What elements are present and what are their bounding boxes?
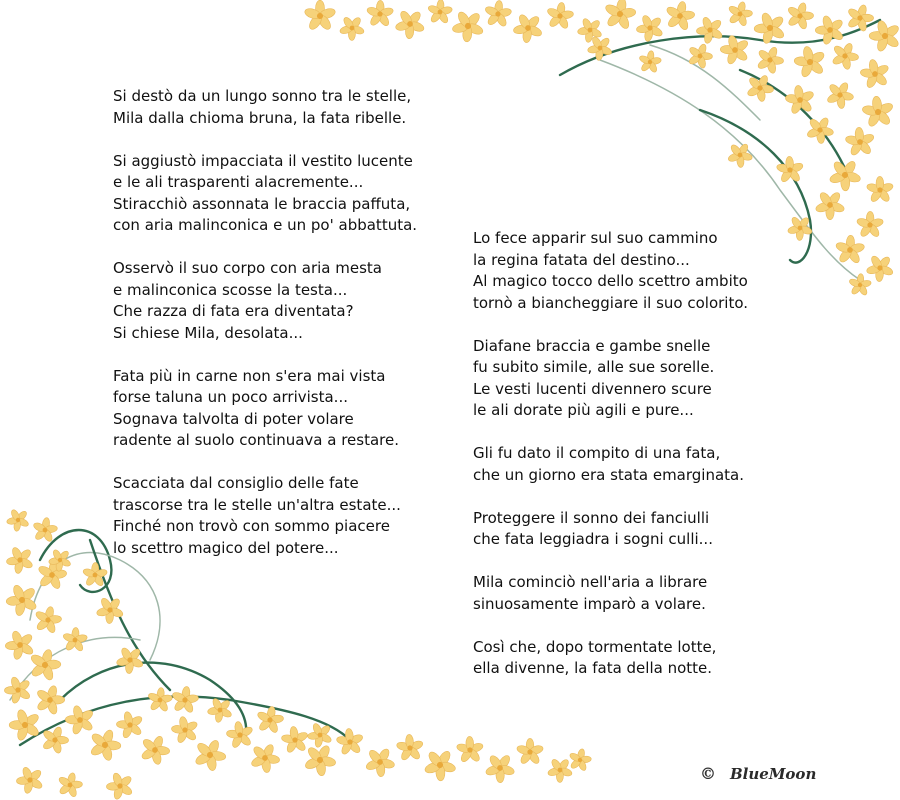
flower-icon <box>783 0 817 33</box>
poem-stanza <box>473 228 793 314</box>
poem-stanza <box>113 151 443 237</box>
poem-stanza <box>113 258 443 344</box>
flower-icon <box>453 732 488 768</box>
flower-icon <box>111 706 149 744</box>
flower-icon <box>2 504 34 536</box>
flower-icon <box>25 645 65 684</box>
flower-icon <box>507 7 549 49</box>
flower-icon <box>146 686 174 713</box>
poem-line: Gli fu dato il compito di una fata, <box>473 444 721 462</box>
flower-icon <box>542 752 577 787</box>
flower-icon <box>31 681 69 718</box>
poem-line: Così che, dopo tormentate lotte, <box>473 637 717 656</box>
flower-icon <box>189 734 232 776</box>
poem-line: Che razza di fata era diventata? <box>113 302 354 320</box>
poem-line: che un giorno era stata emarginata. <box>473 465 745 484</box>
flower-icon <box>60 699 101 741</box>
flower-icon <box>0 671 37 710</box>
flower-icon <box>298 738 342 781</box>
flower-icon <box>601 0 639 32</box>
flower-icon <box>91 591 130 630</box>
flower-icon <box>856 211 885 238</box>
poem-right-column <box>473 228 793 701</box>
flower-icon <box>801 111 839 148</box>
flower-icon <box>418 743 463 787</box>
flower-icon <box>332 724 368 761</box>
poem-line: Fata più in carne non s'era mai vista <box>113 366 386 385</box>
poem-stanza <box>473 336 793 422</box>
flower-icon <box>82 562 109 587</box>
poem-line: Al magico tocco dello scettro ambito <box>473 272 748 290</box>
flower-icon <box>847 273 872 297</box>
flower-icon <box>389 3 431 45</box>
copyright-symbol: © <box>700 764 716 783</box>
flower-icon <box>44 544 76 576</box>
poem-line: ella divenne, la fata della notte. <box>473 659 713 677</box>
flower-icon <box>861 249 900 288</box>
flower-icon <box>723 138 758 173</box>
flower-icon <box>566 747 594 774</box>
flower-icon <box>483 0 514 29</box>
flower-icon <box>222 716 259 753</box>
flower-icon <box>334 10 369 45</box>
flower-icon <box>637 49 663 74</box>
flower-icon <box>365 0 394 28</box>
poem-line: Mila dalla chioma bruna, la fata ribelle. <box>113 108 407 127</box>
poem-line: e le ali trasparenti alacremente... <box>113 173 364 191</box>
poem-line: con aria malinconica e un po' abbattuta. <box>113 216 418 234</box>
flower-icon <box>773 152 808 188</box>
poem-line: Stiracchiò assonnata le braccia paffuta, <box>113 194 411 213</box>
flower-icon <box>479 747 521 788</box>
flower-icon <box>725 0 756 29</box>
poem-stanza <box>113 473 443 559</box>
poem-line: trascorse tra le stelle un'altra estate... <box>113 495 401 514</box>
poem-stanza <box>473 572 793 615</box>
flower-icon <box>715 29 756 70</box>
flower-icon <box>61 627 88 653</box>
vine-swirl <box>60 663 246 740</box>
flower-icon <box>11 760 50 799</box>
flower-icon <box>55 770 86 800</box>
flower-icon <box>788 40 832 84</box>
flower-icon <box>34 558 69 592</box>
flower-icon <box>827 38 864 74</box>
poem-stanza <box>473 508 793 551</box>
flower-icon <box>516 738 544 765</box>
flower-icon <box>37 723 72 757</box>
flower-icon <box>254 704 286 735</box>
flower-icon <box>572 12 608 48</box>
poem-line: Osservò il suo corpo con aria mesta <box>113 259 382 277</box>
flower-icon <box>742 70 779 106</box>
flower-icon <box>841 122 880 161</box>
poem-line: tornò a biancheggiare il suo colorito. <box>473 293 749 312</box>
poem-line: che fata leggiadra i sogni culli... <box>473 530 713 548</box>
poem-line: Le vesti lucenti divennero scure <box>473 379 712 398</box>
poem-line: sinuosamente imparò a volare. <box>473 594 706 613</box>
poem-line: la regina fatata del destino... <box>473 250 690 269</box>
flower-icon <box>662 0 698 33</box>
poem-line: forse taluna un poco arrivista... <box>113 388 348 406</box>
poem-stanza <box>113 366 443 452</box>
poem-line: Diafane braccia e gambe snelle <box>473 336 711 355</box>
flower-icon <box>821 76 858 113</box>
poem-stanza <box>113 86 443 129</box>
flower-icon <box>302 717 338 753</box>
author-signature: BlueMoon <box>730 764 817 783</box>
flower-icon <box>111 641 150 680</box>
flower-icon <box>631 8 670 47</box>
flower-icon <box>245 738 285 778</box>
flower-icon <box>855 54 895 95</box>
poem-line: Lo fece apparir sul suo cammino <box>473 229 718 247</box>
flower-icon <box>392 730 427 766</box>
poem-stanza <box>473 443 793 486</box>
flower-icon <box>31 604 64 636</box>
vine-swirl <box>650 45 760 120</box>
flower-icon <box>0 624 41 666</box>
flower-icon <box>101 767 140 800</box>
flower-icon <box>843 1 878 35</box>
flower-icon <box>304 0 337 31</box>
poem-line: Scacciata dal consiglio delle fate <box>113 474 359 492</box>
flower-icon <box>823 153 868 197</box>
flower-icon <box>167 711 204 749</box>
poem-line: fu subito simile, alle sue sorelle. <box>473 358 715 376</box>
poem-line: Si chiese Mila, desolata... <box>113 323 303 342</box>
flower-icon <box>752 42 788 77</box>
flower-icon <box>863 13 900 58</box>
signature <box>700 764 816 783</box>
flower-icon <box>834 235 866 266</box>
flower-icon <box>0 577 45 622</box>
flower-icon <box>202 692 238 728</box>
poem-line: lo scettro magico del potere... <box>113 538 339 557</box>
poem-line: Proteggere il sonno dei fanciulli <box>473 508 710 527</box>
flower-icon <box>426 0 453 25</box>
poem-stanza <box>473 637 793 680</box>
poem-line: Si aggiustò impacciata il vestito lucente <box>113 151 413 170</box>
flower-icon <box>277 721 313 758</box>
vine-swirl <box>740 70 850 180</box>
flower-icon <box>857 90 899 133</box>
poem-line: radente al suolo continuava a restare. <box>113 431 400 449</box>
flower-icon <box>544 1 576 31</box>
poem-line: le ali dorate più agili e pure... <box>473 401 694 419</box>
flower-icon <box>780 80 820 120</box>
flower-icon <box>582 30 618 66</box>
flower-icon <box>84 724 126 765</box>
poem-line: Mila cominciò nell'aria a librare <box>473 573 708 591</box>
flower-icon <box>360 742 401 783</box>
flower-icon <box>809 184 851 225</box>
vine-swirl <box>560 20 880 75</box>
vine-swirl <box>40 530 111 592</box>
poem-line: e malinconica scosse la testa... <box>113 280 348 299</box>
vine-swirl <box>20 696 350 745</box>
flower-icon <box>30 516 59 544</box>
poem-line: Finché non trovò con sommo piacere <box>113 517 390 535</box>
flower-icon <box>863 172 897 207</box>
flower-icon <box>691 10 730 49</box>
vine-swirl <box>10 638 140 701</box>
flower-icon <box>1 540 40 579</box>
poem-left-column <box>113 86 443 581</box>
flower-icon <box>748 5 793 50</box>
poem-line: Si destò da un lungo sonno tra le stelle, <box>113 87 412 105</box>
flower-icon <box>684 40 717 72</box>
flower-icon <box>445 3 490 48</box>
flower-icon <box>169 685 201 715</box>
poem-line: Sognava talvolta di poter volare <box>113 409 354 428</box>
flower-icon <box>135 731 174 770</box>
flower-icon <box>809 9 851 51</box>
flower-icon <box>3 702 48 747</box>
